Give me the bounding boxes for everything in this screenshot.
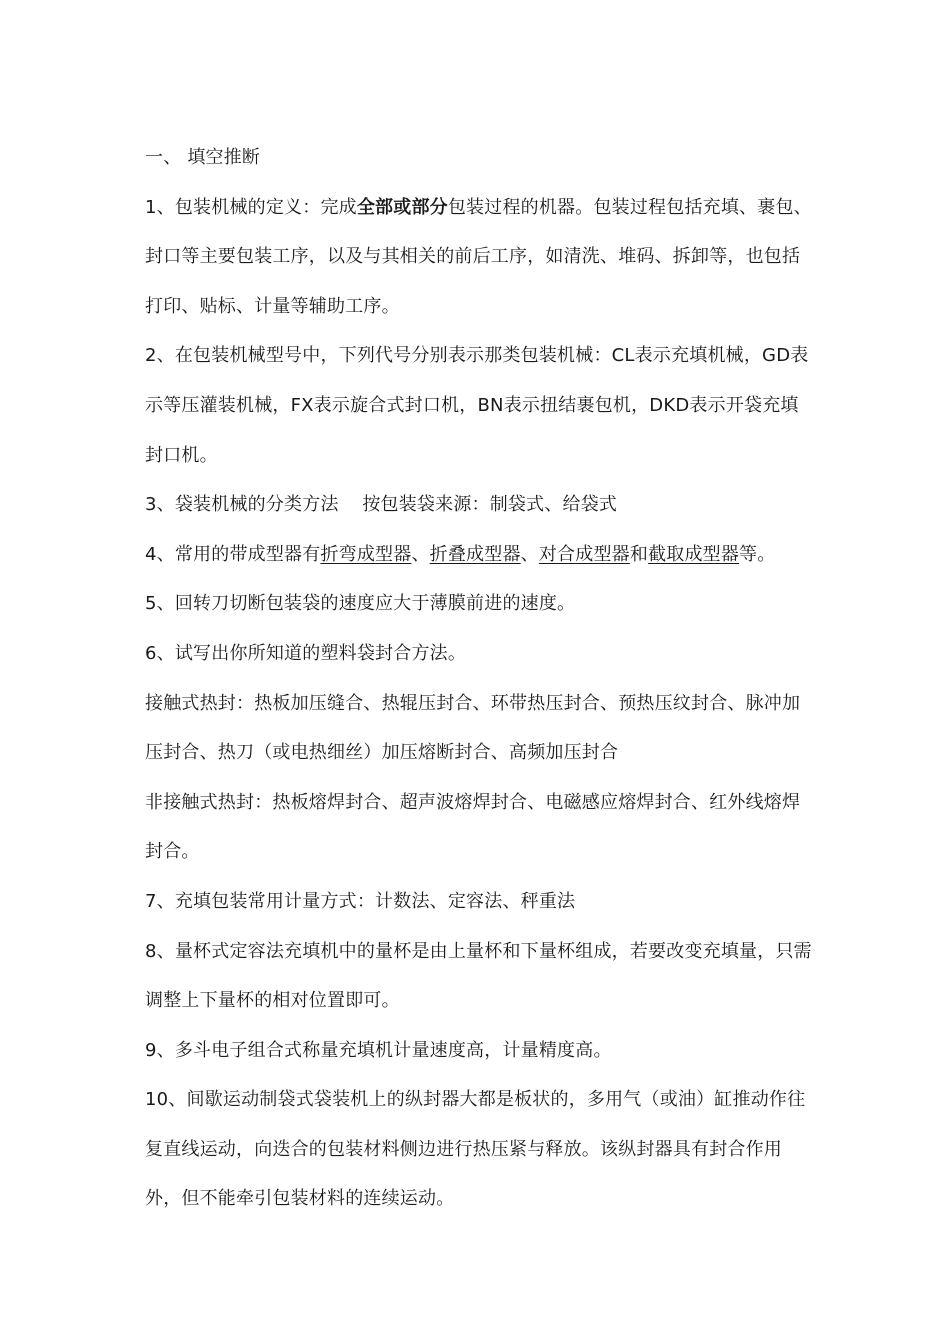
item-5: 5、回转刀切断包装袋的速度应大于薄膜前进的速度。 [145, 593, 576, 615]
item-4-prefix: 4、常用的带成型器有 [145, 543, 321, 565]
item-6-noncontact-sealing: 非接触式热封：热板熔焊封合、超声波熔焊封合、电磁感应熔焊封合、红外线熔焊封合。 [145, 791, 801, 863]
item-1-post: 包装过程的机器。包装过程包括充填、裹包、封口等主要包装工序，以及与其相关的前后工序，如清洗、堆码、拆卸等，也包括打印、贴标、计量等辅助工序。 [145, 196, 812, 317]
item-4-term-3: 对合成型器 [538, 543, 630, 565]
item-1 [145, 183, 813, 332]
item-8: 8、量杯式定容法充填机中的量杯是由上量杯和下量杯组成，若要改变充填量，只需调整上下量杯的相对位置即可。 [145, 940, 812, 1012]
item-4-term-4: 截取成型器 [648, 543, 740, 565]
item-4-suffix: 等。 [739, 543, 776, 565]
item-7: 7、充填包装常用计量方式：计数法、定容法、秤重法 [145, 890, 576, 912]
section-heading: 一、 填空推断 [145, 147, 261, 168]
item-4-sep-3: 和 [629, 543, 649, 565]
item-6-contact-sealing: 接触式热封：热板加压缝合、热辊压封合、环带热压封合、预热压纹封合、脉冲加压封合、热刀（或电热细丝）加压熔断封合、高频加压封合 [145, 692, 801, 764]
item-4 [145, 530, 813, 580]
document-content [145, 133, 813, 1224]
item-4-sep-1: 、 [411, 543, 430, 565]
item-4-term-2: 折叠成型器 [429, 543, 521, 565]
item-1-bold: 全部或部分 [356, 196, 448, 218]
item-10: 10、间歇运动制袋式袋装机上的纵封器大都是板状的，多用气（或油）缸推动作往复直线运动，向迭合的包装材料侧边进行热压紧与释放。该纵封器具有封合作用外，但不能牵引包装材料的连续运动。 [145, 1089, 806, 1210]
item-9: 9、多斗电子组合式称量充填机计量速度高，计量精度高。 [145, 1039, 612, 1061]
item-2: 2、在包装机械型号中，下列代号分别表示那类包装机械：CL表示充填机械，GD表示等压灌装机械，FX表示旋合式封口机，BN表示扭结裹包机，DKD表示开袋充填封口机。 [145, 345, 809, 466]
item-4-sep-2: 、 [520, 543, 539, 565]
item-3: 3、袋装机械的分类方法 按包装袋来源：制袋式、给袋式 [145, 494, 618, 516]
item-6: 6、试写出你所知道的塑料袋封合方法。 [145, 642, 467, 664]
item-4-term-1: 折弯成型器 [320, 543, 412, 565]
item-1-pre: 1、包装机械的定义：完成 [145, 196, 357, 218]
